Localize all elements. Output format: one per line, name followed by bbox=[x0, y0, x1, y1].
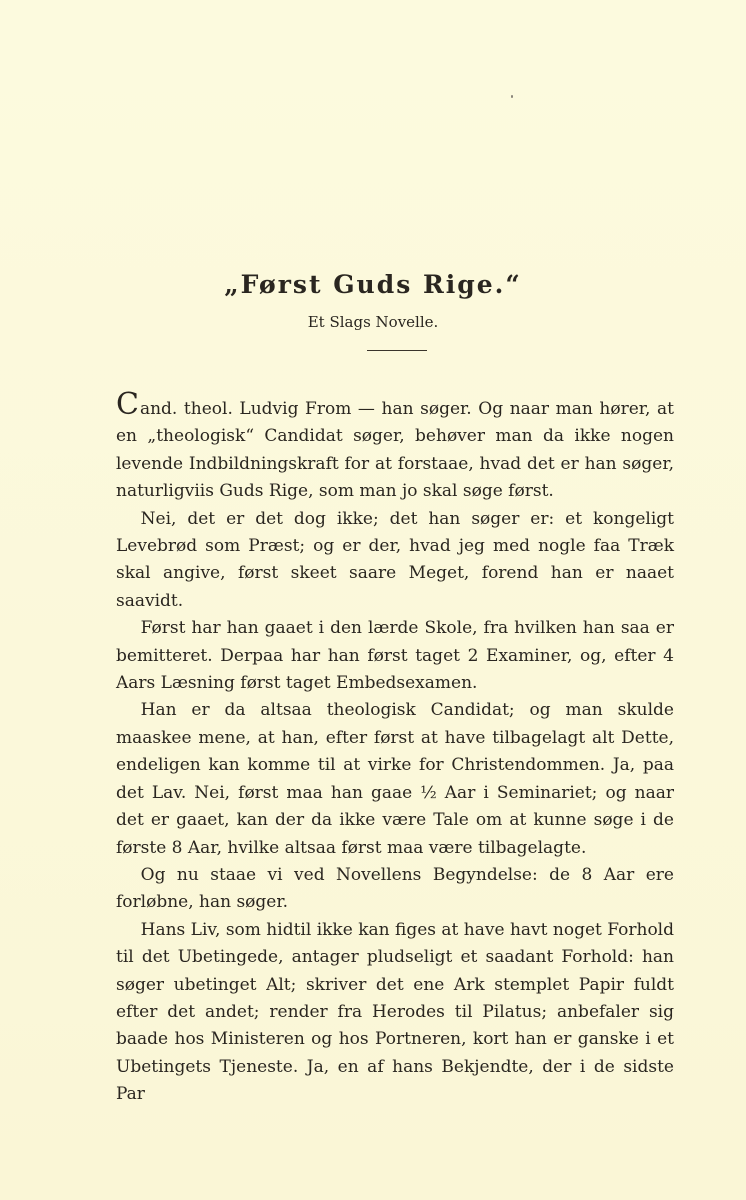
paragraph: Og nu staae vi ved Novellens Begyndelse: de 8 Aar ere forløbne, han søger. bbox=[116, 864, 674, 913]
paragraph: Nei, det er det dog ikke; det han søger er: et kongeligt Levebrød som Præst; og er der, hvad jeg med nogle faa Træk skal angive, først skeet saare Meget, forend han er naaet saavidt. bbox=[116, 508, 674, 611]
paragraph: Han er da altsaa theologisk Candidat; og man skulde maaskee mene, at han, efter først at have tilbagelagt alt Dette, endeligen kan komme til at virke for Christendommen. Ja, paa det Lav. Nei, først maa han gaae ½ Aar i Seminariet; og naar det er gaaet, kan der da ikke være Tale om at kunne søge i de første 8 Aar, hvilke altsaa først maa være tilbagelagte. bbox=[116, 700, 674, 858]
chapter-title: „Først Guds Rige.“ bbox=[224, 270, 522, 299]
paragraph bbox=[116, 387, 674, 506]
paragraph: Først har han gaaet i den lærde Skole, fra hvilken han saa er bemitteret. Derpaa har han først taget 2 Examiner, og, efter 4 Aars Læsning først taget Embedsexamen. bbox=[116, 618, 674, 694]
paper-speck bbox=[511, 95, 513, 98]
initial-letter: C bbox=[116, 387, 140, 422]
paragraph: Hans Liv, som hidtil ikke kan figes at have havt noget Forhold til det Ubetingede, antager pludseligt et saadant Forhold: han søger ubetinget Alt; skriver det ene Ark stemplet Papir fuldt efter det andet; render fra Herodes til Pilatus; anbefaler sig baade hos Ministeren og hos Portneren, kort han er ganske i et Ubetingets Tjeneste. Ja, en af hans Bekjendte, der i de sidste Par bbox=[116, 919, 674, 1105]
chapter-subtitle: Et Slags Novelle. bbox=[307, 313, 439, 331]
paragraph-text: and. theol. Ludvig From — han søger. Og naar man hører, at en „theologisk“ Candidat søger, behøver man da ikke nogen levende Indbildningskraft for at forstaae, hvad det er han søger, naturligviis Guds Rige, som man jo skal søge først. bbox=[116, 399, 674, 502]
title-divider bbox=[367, 350, 427, 351]
body-text bbox=[116, 387, 674, 1109]
